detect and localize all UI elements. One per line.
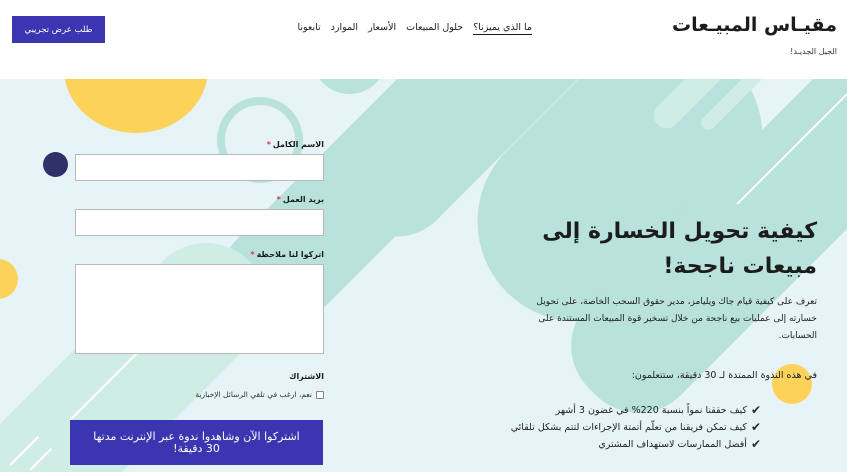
description: تعرف على كيفية قيام جاك ويليامز، مدير حقوق السحب الخاصة، على تحويل خسارته إلى عمليات بيع ناجحة من خلال تسخير قوة المبيعات المستندة على الحسابات. bbox=[536, 297, 817, 341]
note-label: اتركوا لنا ملاحظة* bbox=[250, 250, 324, 259]
decor-yellow-circle bbox=[64, 79, 208, 133]
page-title: كيفية تحويل الخسارة إلى مبيعات ناجحة! bbox=[542, 219, 817, 279]
newsletter-row bbox=[74, 390, 324, 399]
checkmark-icon: ✔ bbox=[750, 437, 761, 451]
full-name-label: الاسم الكامل* bbox=[266, 140, 324, 149]
main-nav bbox=[297, 22, 532, 35]
decor-mint-circle-top bbox=[312, 79, 387, 94]
nav-item-why-us[interactable]: ما الذي يميزنا؟ bbox=[473, 22, 532, 33]
tagline: الجيل الجديـد! bbox=[790, 47, 837, 56]
subscription-label: الاشتراك bbox=[289, 372, 324, 381]
logo[interactable]: مقيـاس المبيـعات bbox=[672, 14, 837, 36]
full-name-input[interactable] bbox=[75, 154, 324, 181]
request-demo-button[interactable]: طلب عرض تجريبي bbox=[12, 16, 105, 43]
nav-item-pricing[interactable]: الأسعار bbox=[368, 22, 397, 33]
required-mark: * bbox=[276, 195, 281, 204]
list-item: ✔ أفضل الممارسات لاستهداف المشتري bbox=[598, 437, 761, 451]
hero-content bbox=[497, 214, 817, 345]
newsletter-checkbox-label[interactable]: نعم، ارغب في تلقي الرسائل الإخبارية bbox=[195, 390, 312, 399]
list-item: ✔ كيف حققنا نمواً بنسبة 220% في غضون 3 أشهر bbox=[555, 403, 761, 417]
site-header bbox=[0, 0, 847, 79]
work-email-input[interactable] bbox=[75, 209, 324, 236]
list-item: ✔ كيف تمكن فريقنا من تعلّم أتمتة الإجراءات لتتم بشكل تلقائي bbox=[510, 420, 761, 434]
signup-form bbox=[74, 140, 324, 399]
decor-yellow-half-circle bbox=[0, 259, 18, 299]
note-textarea[interactable] bbox=[75, 264, 324, 354]
webinar-intro: في هذه الندوة الممتدة لـ 30 دقيقة، ستتعلمون: bbox=[631, 370, 817, 381]
nav-item-sales-solutions[interactable]: حلول المبيعات bbox=[406, 22, 464, 33]
newsletter-checkbox[interactable] bbox=[316, 391, 324, 399]
submit-webinar-button[interactable]: اشتركوا الآن وشاهدوا ندوة عبر الإنترنت مدتها 30 دقيقة! bbox=[70, 420, 323, 465]
decor-navy-dot bbox=[43, 152, 68, 177]
nav-item-resources[interactable]: الموارد bbox=[330, 22, 359, 33]
nav-item-follow-us[interactable]: تابعونا bbox=[297, 22, 321, 33]
checkmark-icon: ✔ bbox=[750, 403, 761, 417]
required-mark: * bbox=[266, 140, 271, 149]
learning-points-list bbox=[511, 402, 761, 453]
required-mark: * bbox=[250, 250, 255, 259]
checkmark-icon: ✔ bbox=[750, 420, 761, 434]
work-email-label: بريد العمل* bbox=[276, 195, 324, 204]
